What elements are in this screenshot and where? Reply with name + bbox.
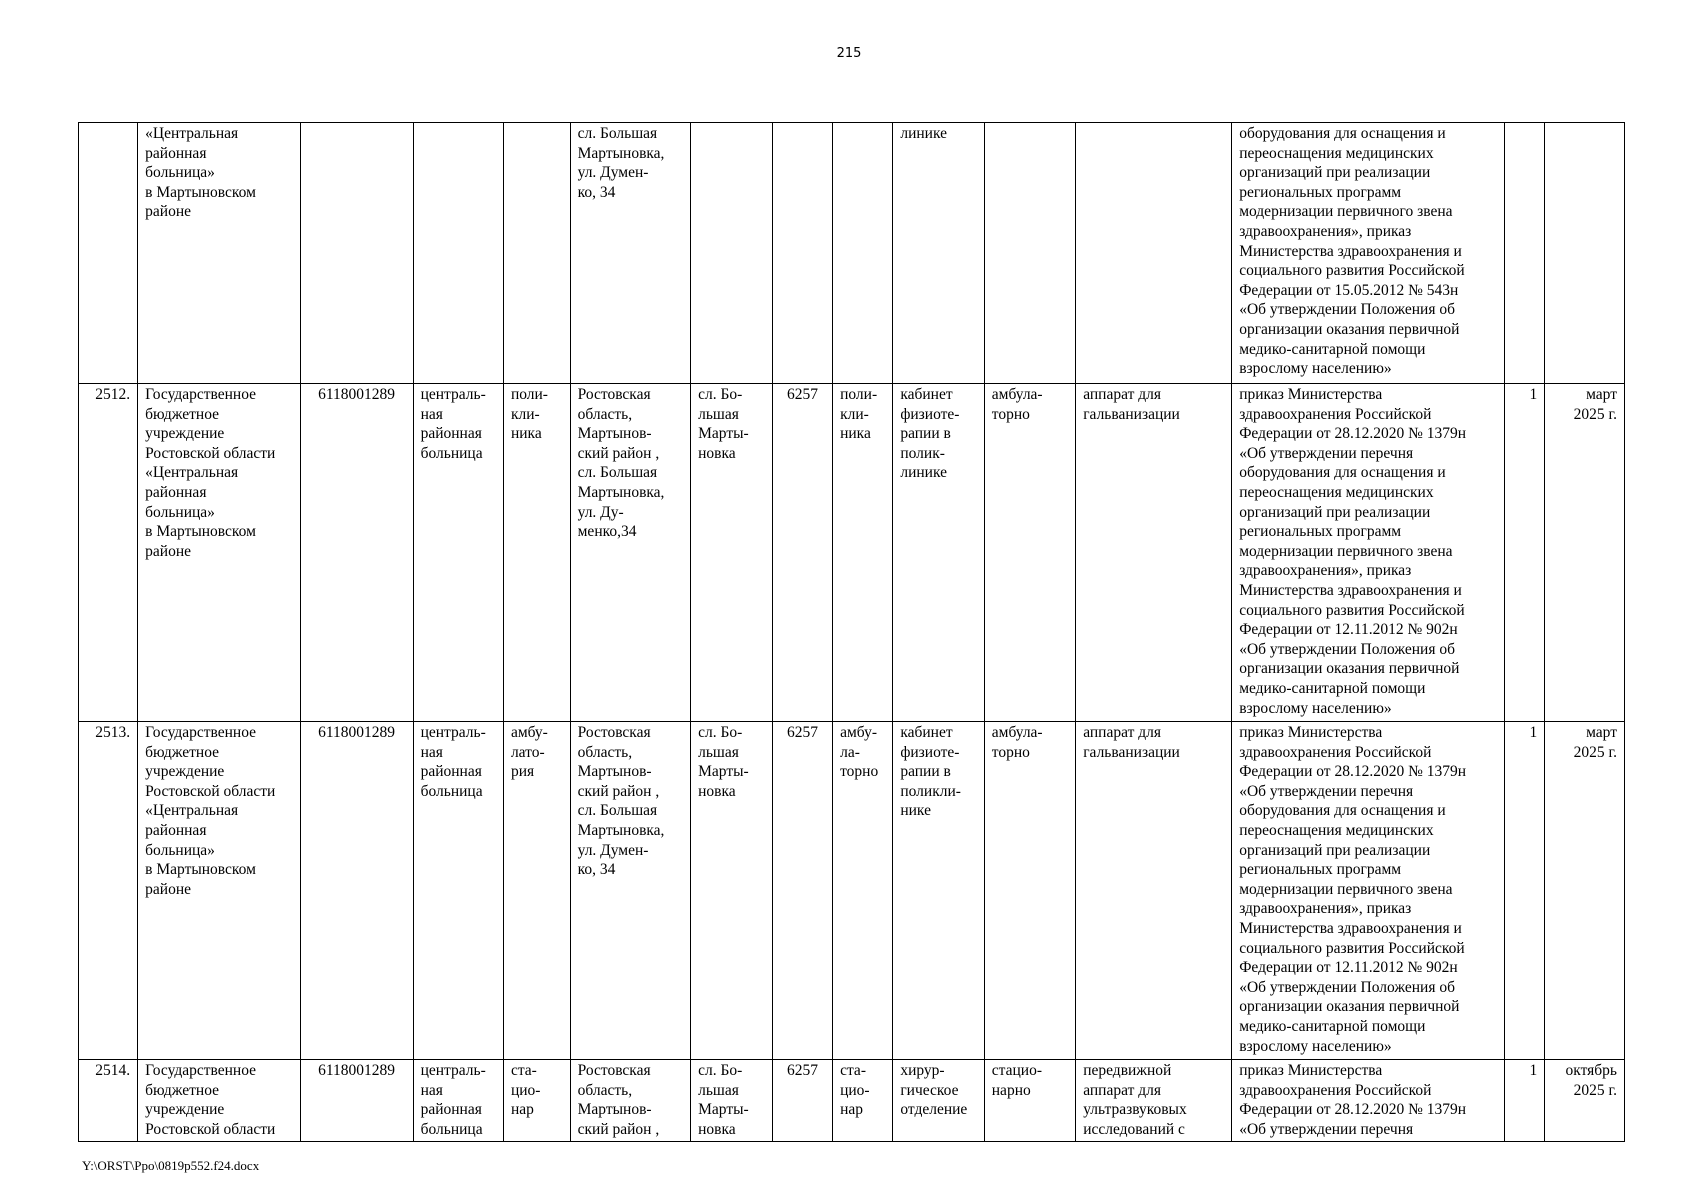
department: хирур- гическое отделение bbox=[893, 1060, 984, 1142]
table-row bbox=[79, 123, 1625, 384]
department: кабинет физиоте- рапии в полик- линике bbox=[893, 384, 984, 722]
quantity: 1 bbox=[1505, 722, 1545, 1060]
settlement-code: 6257 bbox=[772, 384, 832, 722]
settlement: сл. Бо- льшая Марты- новка bbox=[691, 1060, 773, 1142]
organization-type: централь- ная районная больница bbox=[413, 384, 503, 722]
quantity: 1 bbox=[1505, 384, 1545, 722]
file-path-footer: Y:\ORST\Ppo\0819p552.f24.docx bbox=[82, 1158, 260, 1173]
settlement-code: 6257 bbox=[772, 722, 832, 1060]
organization-name: Государственное бюджетное учреждение Ростовской области «Центральная районная больница» в Мартыновском районе bbox=[138, 722, 300, 1060]
table-row bbox=[79, 722, 1625, 1060]
inn: 6118001289 bbox=[300, 722, 413, 1060]
quantity bbox=[1505, 123, 1545, 384]
settlement: сл. Бо- льшая Марты- новка bbox=[691, 384, 773, 722]
care-conditions: амбула- торно bbox=[984, 384, 1075, 722]
care-conditions: амбула- торно bbox=[984, 722, 1075, 1060]
address: Ростовская область, Мартынов- ский район , сл. Большая Мартыновка, ул. Ду- менко,34 bbox=[570, 384, 690, 722]
subdivision: амбу- лато- рия bbox=[503, 722, 570, 1060]
organization-type: централь- ная районная больница bbox=[413, 722, 503, 1060]
unit-type bbox=[833, 123, 893, 384]
settlement bbox=[691, 123, 773, 384]
subdivision bbox=[503, 123, 570, 384]
settlement-code bbox=[772, 123, 832, 384]
equipment-name: аппарат для гальванизации bbox=[1076, 722, 1232, 1060]
address: сл. Большая Мартыновка, ул. Думен- ко, 34 bbox=[570, 123, 690, 384]
legal-basis: приказ Министерства здравоохранения Российской Федерации от 28.12.2020 № 1379н «Об утверждении перечня bbox=[1232, 1060, 1505, 1142]
delivery-date: октябрь 2025 г. bbox=[1545, 1060, 1625, 1142]
organization-type bbox=[413, 123, 503, 384]
equipment-table bbox=[78, 122, 1625, 1142]
subdivision: ста- цио- нар bbox=[503, 1060, 570, 1142]
organization-type: централь- ная районная больница bbox=[413, 1060, 503, 1142]
table-row bbox=[79, 1060, 1625, 1142]
quantity: 1 bbox=[1505, 1060, 1545, 1142]
delivery-date: март 2025 г. bbox=[1545, 722, 1625, 1060]
row-number: 2513. bbox=[79, 722, 138, 1060]
legal-basis: приказ Министерства здравоохранения Российской Федерации от 28.12.2020 № 1379н «Об утверждении перечня оборудования для оснащения и переоснащения медицинских организаций при реализации региональных программ модернизации первичного звена здравоохранения», приказ Министерства здравоохранения и социального развития Российской Федерации от 12.11.2012 № 902н «Об утверждении Положения об организации оказания первичной медико-санитарной помощи взрослому населению» bbox=[1232, 722, 1505, 1060]
legal-basis: приказ Министерства здравоохранения Российской Федерации от 28.12.2020 № 1379н «Об утверждении перечня оборудования для оснащения и переоснащения медицинских организаций при реализации региональных программ модернизации первичного звена здравоохранения», приказ Министерства здравоохранения и социального развития Российской Федерации от 12.11.2012 № 902н «Об утверждении Положения об организации оказания первичной медико-санитарной помощи взрослому населению» bbox=[1232, 384, 1505, 722]
row-number: 2512. bbox=[79, 384, 138, 722]
inn: 6118001289 bbox=[300, 384, 413, 722]
table-row bbox=[79, 384, 1625, 722]
equipment-name: аппарат для гальванизации bbox=[1076, 384, 1232, 722]
unit-type: ста- цио- нар bbox=[833, 1060, 893, 1142]
equipment-name: передвижной аппарат для ультразвуковых исследований с bbox=[1076, 1060, 1232, 1142]
unit-type: амбу- ла- торно bbox=[833, 722, 893, 1060]
organization-name: «Центральная районная больница» в Мартыновском районе bbox=[138, 123, 300, 384]
department: линике bbox=[893, 123, 984, 384]
unit-type: поли- кли- ника bbox=[833, 384, 893, 722]
delivery-date bbox=[1545, 123, 1625, 384]
inn: 6118001289 bbox=[300, 1060, 413, 1142]
settlement-code: 6257 bbox=[772, 1060, 832, 1142]
address: Ростовская область, Мартынов- ский район , bbox=[570, 1060, 690, 1142]
page-number: 215 bbox=[836, 46, 862, 61]
legal-basis: оборудования для оснащения и переоснащения медицинских организаций при реализации региональных программ модернизации первичного звена здравоохранения», приказ Министерства здравоохранения и социального развития Российской Федерации от 15.05.2012 № 543н «Об утверждении Положения об организации оказания первичной медико-санитарной помощи взрослому населению» bbox=[1232, 123, 1505, 384]
row-number: 2514. bbox=[79, 1060, 138, 1142]
organization-name: Государственное бюджетное учреждение Ростовской области «Центральная районная больница» в Мартыновском районе bbox=[138, 384, 300, 722]
subdivision: поли- кли- ника bbox=[503, 384, 570, 722]
equipment-name bbox=[1076, 123, 1232, 384]
department: кабинет физиоте- рапии в поликли- нике bbox=[893, 722, 984, 1060]
inn bbox=[300, 123, 413, 384]
settlement: сл. Бо- льшая Марты- новка bbox=[691, 722, 773, 1060]
care-conditions: стацио- нарно bbox=[984, 1060, 1075, 1142]
organization-name: Государственное бюджетное учреждение Ростовской области bbox=[138, 1060, 300, 1142]
address: Ростовская область, Мартынов- ский район , сл. Большая Мартыновка, ул. Думен- ко, 34 bbox=[570, 722, 690, 1060]
delivery-date: март 2025 г. bbox=[1545, 384, 1625, 722]
row-number bbox=[79, 123, 138, 384]
care-conditions bbox=[984, 123, 1075, 384]
